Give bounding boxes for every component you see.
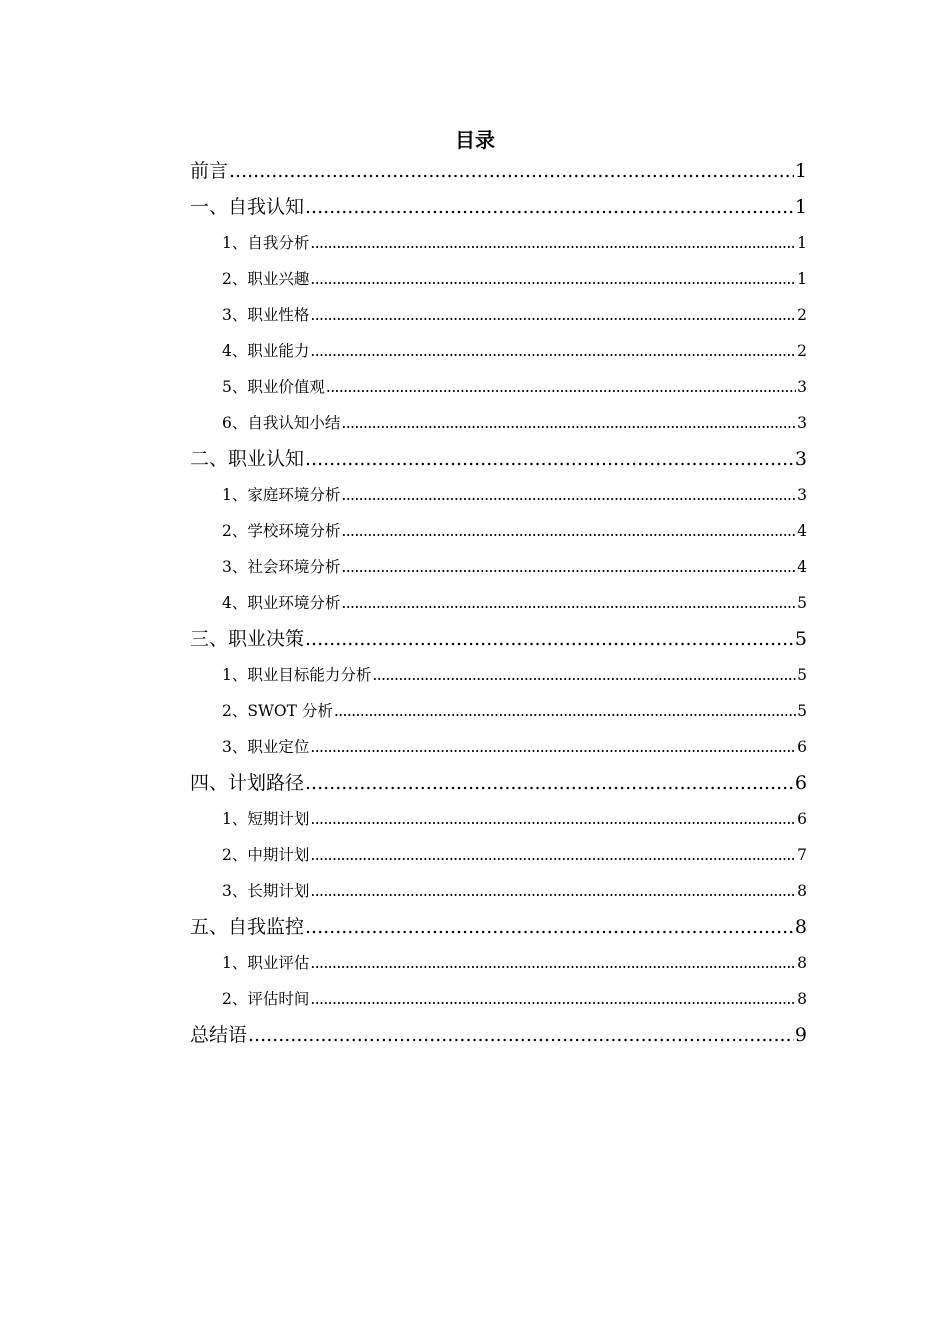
toc-entry-label: 二、职业认知 — [190, 448, 305, 470]
toc-entry-page-number: 5 — [797, 666, 807, 684]
toc-dot-leader — [310, 801, 796, 837]
toc-dot-leader — [310, 945, 796, 981]
toc-dot-leader — [310, 873, 796, 909]
table-of-contents — [190, 153, 807, 1053]
toc-entry-label: 2、中期计划 — [222, 846, 310, 864]
toc-title: 目录 — [455, 128, 495, 152]
toc-entry[interactable] — [190, 837, 807, 873]
toc-entry[interactable] — [190, 549, 807, 585]
toc-entry-label: 1、家庭环境分析 — [222, 486, 341, 504]
toc-dot-leader — [305, 621, 794, 657]
toc-entry-label: 五、自我监控 — [190, 916, 305, 938]
toc-entry-label: 5、职业价值观 — [222, 378, 325, 396]
toc-entry-page-number: 3 — [794, 448, 807, 470]
toc-dot-leader — [305, 189, 794, 225]
toc-entry[interactable] — [190, 333, 807, 369]
toc-entry[interactable] — [190, 693, 807, 729]
toc-entry-label: 2、SWOT 分析 — [222, 702, 333, 720]
toc-dot-leader — [310, 981, 796, 1017]
toc-entry-page-number: 1 — [797, 234, 807, 252]
toc-dot-leader — [305, 765, 794, 801]
toc-entry-page-number: 1 — [794, 196, 807, 218]
toc-entry[interactable] — [190, 621, 807, 657]
toc-entry[interactable] — [190, 189, 807, 225]
toc-entry-page-number: 4 — [797, 558, 807, 576]
toc-entry-label: 3、职业定位 — [222, 738, 310, 756]
toc-entry-page-number: 8 — [797, 990, 807, 1008]
toc-entry[interactable] — [190, 585, 807, 621]
toc-entry-label: 四、计划路径 — [190, 772, 305, 794]
toc-dot-leader — [310, 837, 796, 873]
toc-dot-leader — [341, 549, 796, 585]
toc-entry-page-number: 5 — [797, 594, 807, 612]
toc-entry-page-number: 1 — [794, 160, 807, 182]
toc-entry[interactable] — [190, 405, 807, 441]
toc-entry-label: 总结语 — [190, 1024, 248, 1046]
toc-entry-label: 一、自我认知 — [190, 196, 305, 218]
toc-dot-leader — [372, 657, 796, 693]
toc-entry[interactable] — [190, 225, 807, 261]
toc-dot-leader — [305, 441, 794, 477]
toc-entry-page-number: 8 — [797, 954, 807, 972]
toc-entry-label: 1、职业评估 — [222, 954, 310, 972]
toc-entry[interactable] — [190, 801, 807, 837]
toc-dot-leader — [310, 333, 796, 369]
toc-entry-label: 1、短期计划 — [222, 810, 310, 828]
toc-entry-label: 3、社会环境分析 — [222, 558, 341, 576]
toc-dot-leader — [326, 369, 796, 405]
toc-entry-page-number: 1 — [797, 270, 807, 288]
toc-entry-label: 1、职业目标能力分析 — [222, 666, 372, 684]
toc-entry[interactable] — [190, 765, 807, 801]
toc-entry-label: 3、长期计划 — [222, 882, 310, 900]
toc-entry[interactable] — [190, 369, 807, 405]
toc-entry-page-number: 3 — [797, 378, 807, 396]
toc-entry-page-number: 5 — [797, 702, 807, 720]
toc-entry-page-number: 6 — [794, 772, 807, 794]
toc-dot-leader — [310, 297, 796, 333]
toc-entry[interactable] — [190, 657, 807, 693]
toc-entry-label: 2、职业兴趣 — [222, 270, 310, 288]
toc-entry-label: 4、职业能力 — [222, 342, 310, 360]
toc-entry[interactable] — [190, 945, 807, 981]
toc-entry[interactable] — [190, 297, 807, 333]
toc-entry-page-number: 3 — [797, 486, 807, 504]
toc-entry[interactable] — [190, 1017, 807, 1053]
toc-dot-leader — [248, 1017, 794, 1053]
toc-dot-leader — [305, 909, 794, 945]
toc-entry-label: 2、学校环境分析 — [222, 522, 341, 540]
toc-entry-page-number: 4 — [797, 522, 807, 540]
toc-dot-leader — [341, 513, 796, 549]
toc-entry-page-number: 6 — [797, 810, 807, 828]
toc-entry-page-number: 6 — [797, 738, 807, 756]
toc-dot-leader — [229, 153, 794, 189]
toc-entry-label: 6、自我认知小结 — [222, 414, 341, 432]
toc-entry[interactable] — [190, 477, 807, 513]
toc-entry-label: 3、职业性格 — [222, 306, 310, 324]
toc-entry-label: 三、职业决策 — [190, 628, 305, 650]
toc-entry-label: 4、职业环境分析 — [222, 594, 341, 612]
toc-entry[interactable] — [190, 873, 807, 909]
toc-entry[interactable] — [190, 981, 807, 1017]
toc-dot-leader — [310, 729, 796, 765]
toc-entry-label: 1、自我分析 — [222, 234, 310, 252]
toc-entry[interactable] — [190, 513, 807, 549]
toc-dot-leader — [341, 585, 796, 621]
toc-entry[interactable] — [190, 261, 807, 297]
toc-entry[interactable] — [190, 909, 807, 945]
toc-entry-page-number: 9 — [794, 1024, 807, 1046]
toc-dot-leader — [310, 261, 796, 297]
toc-entry[interactable] — [190, 153, 807, 189]
toc-entry-page-number: 8 — [797, 882, 807, 900]
toc-entry-page-number: 5 — [794, 628, 807, 650]
toc-entry-page-number: 2 — [797, 342, 807, 360]
toc-entry-page-number: 7 — [797, 846, 807, 864]
toc-entry[interactable] — [190, 441, 807, 477]
toc-entry-label: 前言 — [190, 160, 229, 182]
toc-entry-page-number: 3 — [797, 414, 807, 432]
toc-entry-page-number: 8 — [794, 916, 807, 938]
toc-dot-leader — [334, 693, 796, 729]
toc-dot-leader — [341, 477, 796, 513]
toc-dot-leader — [310, 225, 796, 261]
toc-entry-label: 2、评估时间 — [222, 990, 310, 1008]
toc-dot-leader — [341, 405, 796, 441]
toc-entry-page-number: 2 — [797, 306, 807, 324]
toc-entry[interactable] — [190, 729, 807, 765]
